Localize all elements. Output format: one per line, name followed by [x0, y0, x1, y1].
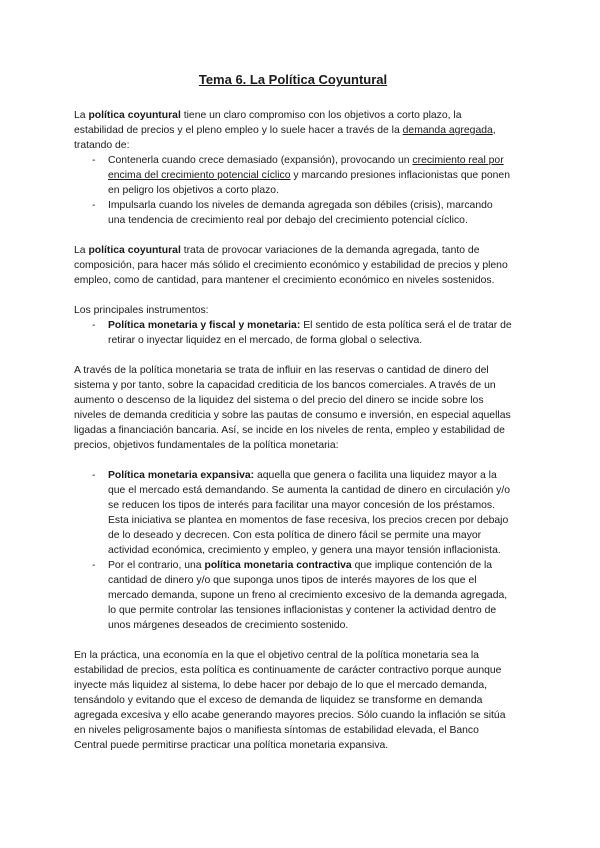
objectives-list [74, 153, 512, 228]
practice-paragraph: En la práctica, una economía en la que el objetivo central de la política monetaria sea la estabilidad de precios, esta política es continuamente de carácter contractivo porque aunque inyecte más liquidez al sistema, lo debe hacer por debajo de lo que el mercado demanda, tensándolo y evitando que el exceso de demanda de liquidez se transforme en demanda agregada excesiva y ello acabe generando mayores precios. Sólo cuando la inflación se sitúa en niveles peligrosamente bajos o manifiesta síntomas de estabilidad elevada, el Banco Central puede permitirse practicar una política monetaria expansiva. [74, 650, 506, 751]
instruments-list [74, 318, 512, 348]
page-title: Tema 6. La Política Coyuntural [198, 72, 388, 87]
list-item: - Política monetaria y fiscal y monetaria: El sentido de esta política será el de tratar de retirar o inyectar liquidez en el mercado, de forma global o selectiva. [108, 318, 512, 348]
composition-paragraph: La política coyuntural trata de provocar variaciones de la demanda agregada, tanto de composición, para hacer más sólido el crecimiento económico y estabilidad de precios y pleno empleo, como de cantidad, para mantener el crecimiento económico en niveles sostenidos. [74, 245, 508, 286]
list-item: - Impulsarla cuando los niveles de demanda agregada son débiles (crisis), marcando una tendencia de crecimiento real por debajo del crecimiento potencial cíclico. [108, 198, 512, 228]
bold-term: política coyuntural [88, 110, 181, 121]
list-item: - Por el contrario, una política monetaria contractiva que implique contención de la cantidad de dinero y/o que suponga unos tipos de interés mayores de los que el mercado demanda, supone un freno al crecimiento excesivo de la demanda agregada, lo que permite controlar las tensiones inflacionistas y contener la actividad dentro de unos márgenes deseados de crecimiento sostenido. [108, 558, 512, 633]
bold-term: política coyuntural [88, 245, 181, 256]
intro-paragraph: La política coyuntural tiene un claro compromiso con los objetivos a corto plazo, la estabilidad de precios y el pleno empleo y lo suele hacer a través de la demanda agregada, tratando de: [74, 110, 496, 151]
list-item: - Contenerla cuando crece demasiado (expansión), provocando un crecimiento real por encima del crecimiento potencial cíclico y marcando presiones inflacionistas que ponen en peligro los objetivos a corto plazo. [108, 153, 512, 198]
monetary-policy-list [74, 468, 512, 633]
instruments-heading: Los principales instrumentos: [74, 305, 209, 316]
monetary-policy-paragraph: A través de la política monetaria se trata de influir en las reservas o cantidad de dinero del sistema y por tanto, sobre la capacidad crediticia de los bancos comerciales. A través de un aumento o descenso de la liquidez del sistema o del precio del dinero se incide sobre los niveles de demanda crediticia y sobre las pautas de consumo e inversión, en especial aquellas ligadas a financiación bancaria. Así, se incide en los niveles de renta, empleo y estabilidad de precios, objetivos fundamentales de la política monetaria: [74, 365, 511, 451]
bold-term: política monetaria contractiva [204, 560, 352, 571]
bold-term: Política monetaria expansiva: [108, 470, 255, 481]
underlined-term: crecimiento real por encima del crecimiento potencial cíclico [108, 155, 504, 181]
bold-term: Política monetaria y fiscal y monetaria: [108, 320, 301, 331]
list-item: - Política monetaria expansiva: aquella que genera o facilita una liquidez mayor a la que el mercado está demandando. Se aumenta la cantidad de dinero en circulación y/o se reducen los tipos de interés para facilitar una mayor concesión de los préstamos. Esta iniciativa se plantea en momentos de fase recesiva, los precios crecen por debajo de lo deseado y decrecen. Con esta política de dinero fácil se permite una mayor actividad económica, crecimiento y empleo, y genera una mayor tensión inflacionista. [108, 468, 512, 558]
underlined-term: demanda agregada [402, 125, 493, 136]
